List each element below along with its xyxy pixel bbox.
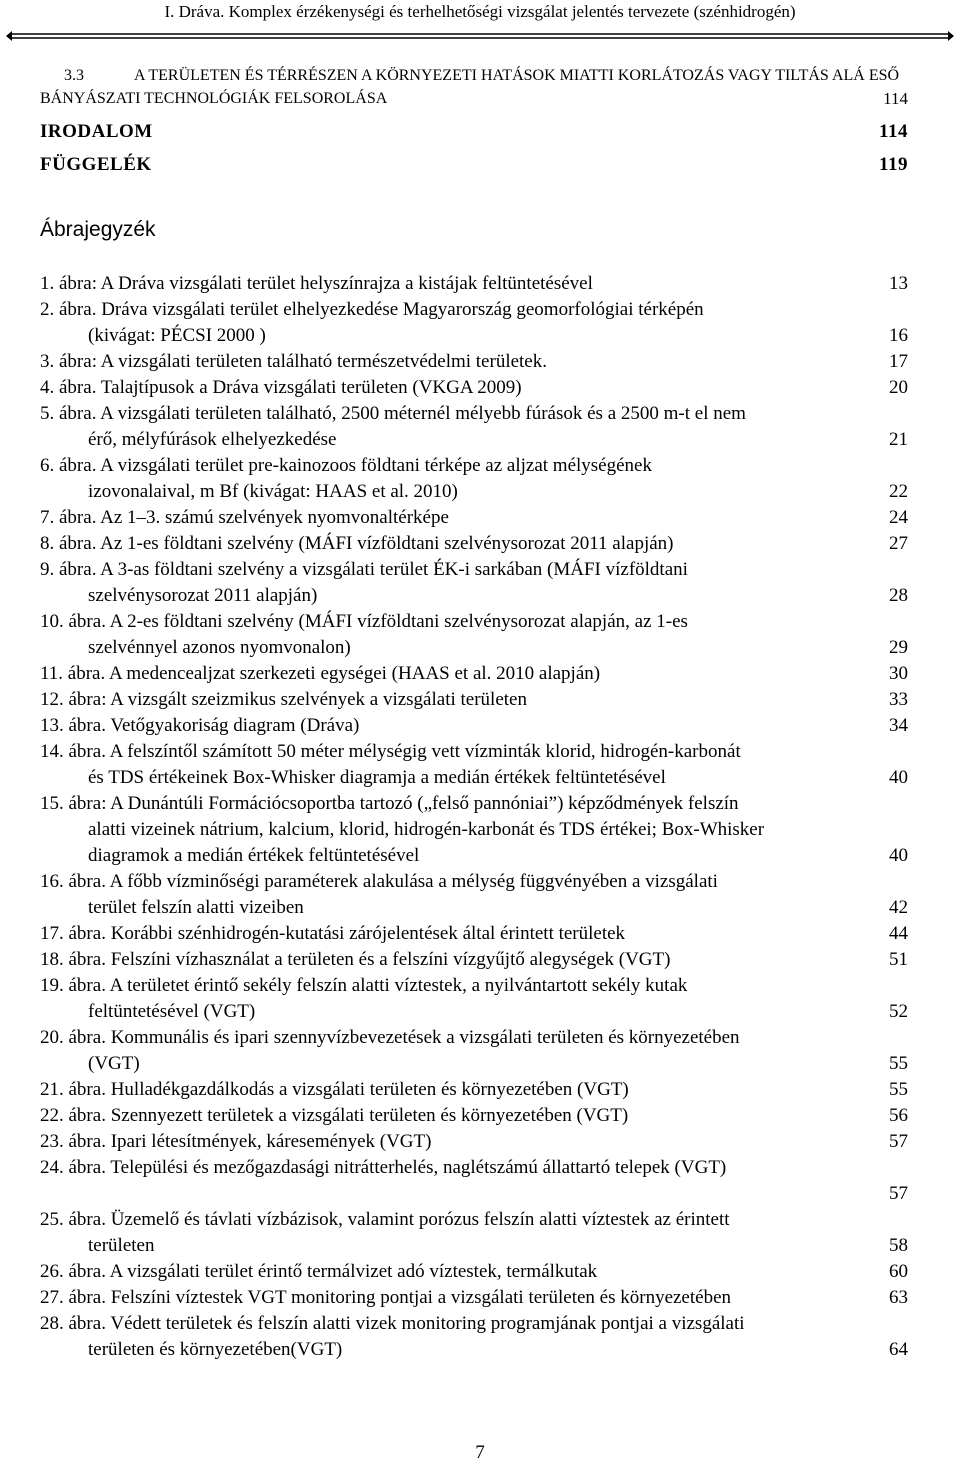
figure-caption-line: 2. ábra. Dráva vizsgálati terület elhelyezkedése Magyarország geomorfológiai térképén xyxy=(40,299,704,320)
figure-caption-line: 17. ábra. Korábbi szénhidrogén-kutatási zárójelentések által érintett területek xyxy=(40,923,626,944)
figure-caption-line: 25. ábra. Üzemelő és távlati vízbázisok, valamint porózus felszín alatti víztestek az érintett xyxy=(40,1209,730,1230)
figure-entry[interactable] xyxy=(40,1155,908,1207)
figure-caption-line: 22. ábra. Szennyezett területek a vizsgálati területen és környezetében (VGT) xyxy=(40,1105,629,1126)
toc-section-page: 114 xyxy=(883,89,908,108)
figure-caption-line: területen és környezetében(VGT) xyxy=(88,1339,343,1360)
figure-caption-line: diagramok a medián értékek feltüntetésével xyxy=(88,845,420,866)
figure-entry[interactable] xyxy=(40,947,908,973)
figure-page-number: 57 xyxy=(889,1131,908,1152)
figures-heading: Ábrajegyzék xyxy=(40,218,156,241)
figure-page-number: 20 xyxy=(889,377,908,398)
figure-entry[interactable] xyxy=(40,375,908,401)
running-header xyxy=(0,0,960,24)
figure-caption-line: 24. ábra. Települési és mezőgazdasági nitrátterhelés, naglétszámú állattartó telepek (VGT) xyxy=(40,1157,727,1178)
figure-page-number: 40 xyxy=(889,767,908,788)
figure-caption-line: 8. ábra. Az 1-es földtani szelvény (MÁFI vízföldtani szelvénysorozat 2011 alapján) xyxy=(40,533,674,554)
figure-page-number: 33 xyxy=(889,689,908,710)
figure-page-number: 16 xyxy=(889,325,908,346)
toc-fuggelek-page: 119 xyxy=(879,154,908,175)
figure-caption-line: 7. ábra. Az 1–3. számú szelvények nyomvonaltérképe xyxy=(40,507,449,528)
running-title: I. Dráva. Komplex érzékenységi és terhelhetőségi vizsgálat jelentés tervezete (szénhidrogén) xyxy=(164,2,796,21)
figure-page-number: 27 xyxy=(889,533,908,554)
figure-entry[interactable] xyxy=(40,1025,908,1077)
figure-entry[interactable] xyxy=(40,609,908,661)
figure-caption-line: 21. ábra. Hulladékgazdálkodás a vizsgálati területen és környezetében (VGT) xyxy=(40,1079,629,1100)
toc-fuggelek[interactable] xyxy=(40,154,908,176)
figure-page-number: 56 xyxy=(889,1105,908,1126)
figure-entry[interactable] xyxy=(40,1285,908,1311)
figure-page-number: 57 xyxy=(889,1183,908,1204)
figure-caption-line: 28. ábra. Védett területek és felszín alatti vizek monitoring programjának pontjai a vizsgálati xyxy=(40,1313,745,1334)
figure-entry[interactable] xyxy=(40,349,908,375)
figure-page-number: 52 xyxy=(889,1001,908,1022)
figure-page-number: 24 xyxy=(889,507,908,528)
figure-page-number: 40 xyxy=(889,845,908,866)
figure-page-number: 13 xyxy=(889,273,908,294)
figure-caption-line: feltüntetésével (VGT) xyxy=(88,1001,256,1022)
figure-page-number: 60 xyxy=(889,1261,908,1282)
figure-entry[interactable] xyxy=(40,791,908,869)
figure-entry[interactable] xyxy=(40,297,908,349)
figure-page-number: 22 xyxy=(889,481,908,502)
figure-caption-line: 1. ábra: A Dráva vizsgálati terület helyszínrajza a kistájak feltüntetésével xyxy=(40,273,593,294)
figure-caption-line: 15. ábra: A Dunántúli Formációcsoportba tartozó („felső pannóniai”) képződmények felszín xyxy=(40,793,739,814)
figure-entry[interactable] xyxy=(40,973,908,1025)
figure-entry[interactable] xyxy=(40,505,908,531)
figure-page-number: 30 xyxy=(889,663,908,684)
figure-page-number: 44 xyxy=(889,923,908,944)
figure-caption-line: területen xyxy=(88,1235,155,1256)
figure-caption-line: 12. ábra: A vizsgált szeizmikus szelvények a vizsgálati területen xyxy=(40,689,527,710)
figure-caption-line: 6. ábra. A vizsgálati terület pre-kainozoos földtani térképe az aljzat mélységének xyxy=(40,455,652,476)
figure-entry[interactable] xyxy=(40,661,908,687)
figure-caption-line: 23. ábra. Ipari létesítmények, káresemények (VGT) xyxy=(40,1131,432,1152)
figure-caption-line: terület felszín alatti vizeiben xyxy=(88,897,304,918)
toc-section-title-line1: A TERÜLETEN ÉS TÉRRÉSZEN A KÖRNYEZETI HATÁSOK MIATTI KORLÁTOZÁS VAGY TILTÁS ALÁ ESŐ xyxy=(134,67,900,84)
figure-entry[interactable] xyxy=(40,1077,908,1103)
figure-caption-line: 16. ábra. A főbb vízminőségi paraméterek alakulása a mélység függvényében a vizsgálati xyxy=(40,871,718,892)
figure-entry[interactable] xyxy=(40,453,908,505)
figure-page-number: 34 xyxy=(889,715,908,736)
figure-page-number: 55 xyxy=(889,1079,908,1100)
figure-entry[interactable] xyxy=(40,713,908,739)
figure-entry[interactable] xyxy=(40,739,908,791)
figure-entry[interactable] xyxy=(40,557,908,609)
header-rule xyxy=(0,30,960,42)
figure-page-number: 51 xyxy=(889,949,908,970)
figure-caption-line: 20. ábra. Kommunális és ipari szennyvízbevezetések a vizsgálati területen és környezetében xyxy=(40,1027,740,1048)
toc-irodalom[interactable] xyxy=(40,121,908,143)
figure-page-number: 63 xyxy=(889,1287,908,1308)
toc-section-number: 3.3 xyxy=(64,67,84,84)
figure-caption-line: 18. ábra. Felszíni vízhasználat a területen és a felszíni vízgyűjtő alegységek (VGT) xyxy=(40,949,671,970)
figure-list xyxy=(40,271,908,1363)
figure-entry[interactable] xyxy=(40,531,908,557)
figure-page-number: 17 xyxy=(889,351,908,372)
figure-caption-line: 11. ábra. A medencealjzat szerkezeti egységei (HAAS et al. 2010 alapján) xyxy=(40,663,601,684)
figure-page-number: 42 xyxy=(889,897,908,918)
figure-entry[interactable] xyxy=(40,687,908,713)
toc-section-3-3[interactable] xyxy=(64,66,908,86)
toc-irodalom-page: 114 xyxy=(879,121,908,142)
figure-entry[interactable] xyxy=(40,1259,908,1285)
figure-page-number: 58 xyxy=(889,1235,908,1256)
figure-caption-line: érő, mélyfúrások elhelyezkedése xyxy=(88,429,337,450)
page-number: 7 xyxy=(475,1442,485,1463)
figure-entry[interactable] xyxy=(40,271,908,297)
figure-entry[interactable] xyxy=(40,869,908,921)
figure-entry[interactable] xyxy=(40,1103,908,1129)
figure-entry[interactable] xyxy=(40,401,908,453)
figure-page-number: 55 xyxy=(889,1053,908,1074)
toc-section-title-line2: BÁNYÁSZATI TECHNOLÓGIÁK FELSOROLÁSA xyxy=(40,90,388,107)
figure-page-number: 64 xyxy=(889,1339,908,1360)
figure-caption-line: 10. ábra. A 2-es földtani szelvény (MÁFI vízföldtani szelvénysorozat alapján, az 1-es xyxy=(40,611,688,632)
figure-caption-line: 19. ábra. A területet érintő sekély felszín alatti víztestek, a nyilvántartott sekély kutak xyxy=(40,975,688,996)
figure-caption-line: szelvénysorozat 2011 alapján) xyxy=(88,585,318,606)
figure-page-number: 28 xyxy=(889,585,908,606)
figure-caption-line: és TDS értékeinek Box-Whisker diagramja a medián értékek feltüntetésével xyxy=(88,767,666,788)
figure-caption-line: 5. ábra. A vizsgálati területen található, 2500 méternél mélyebb fúrások és a 2500 m-t el nem xyxy=(40,403,746,424)
figure-caption-line: 3. ábra: A vizsgálati területen található természetvédelmi területek. xyxy=(40,351,547,372)
figure-caption-line xyxy=(40,1181,883,1207)
figure-entry[interactable] xyxy=(40,1207,908,1259)
figure-page-number: 21 xyxy=(889,429,908,450)
toc-irodalom-label: IRODALOM xyxy=(40,121,153,142)
figure-page-number: 29 xyxy=(889,637,908,658)
figure-caption-line: (kivágat: PÉCSI 2000 ) xyxy=(88,325,266,346)
figure-caption-line: 14. ábra. A felszíntől számított 50 méter mélységig vett vízminták klorid, hidrogén-karbonát xyxy=(40,741,741,762)
figure-caption-line: 4. ábra. Talajtípusok a Dráva vizsgálati területen (VKGA 2009) xyxy=(40,377,522,398)
figure-caption-line: 27. ábra. Felszíni víztestek VGT monitoring pontjai a vizsgálati területen és környezetében xyxy=(40,1287,732,1308)
figure-caption-line: 9. ábra. A 3-as földtani szelvény a vizsgálati terület ÉK-i sarkában (MÁFI vízföldtani xyxy=(40,559,688,580)
figure-caption-line: szelvénnyel azonos nyomvonalon) xyxy=(88,637,351,658)
toc-section-3-3-line2[interactable] xyxy=(40,88,908,110)
toc-fuggelek-label: FÜGGELÉK xyxy=(40,154,152,175)
figure-entry[interactable] xyxy=(40,921,908,947)
figure-caption-line: alatti vizeinek nátrium, kalcium, klorid, hidrogén-karbonát és TDS értékei; Box-Whisker xyxy=(88,819,765,840)
figure-caption-line: 13. ábra. Vetőgyakoriság diagram (Dráva) xyxy=(40,715,360,736)
figure-caption-line: (VGT) xyxy=(88,1053,140,1074)
figure-caption-line: izovonalaival, m Bf (kivágat: HAAS et al. 2010) xyxy=(88,481,458,502)
figure-entry[interactable] xyxy=(40,1311,908,1363)
figure-entry[interactable] xyxy=(40,1129,908,1155)
figure-caption-line: 26. ábra. A vizsgálati terület érintő termálvizet adó víztestek, termálkutak xyxy=(40,1261,598,1282)
